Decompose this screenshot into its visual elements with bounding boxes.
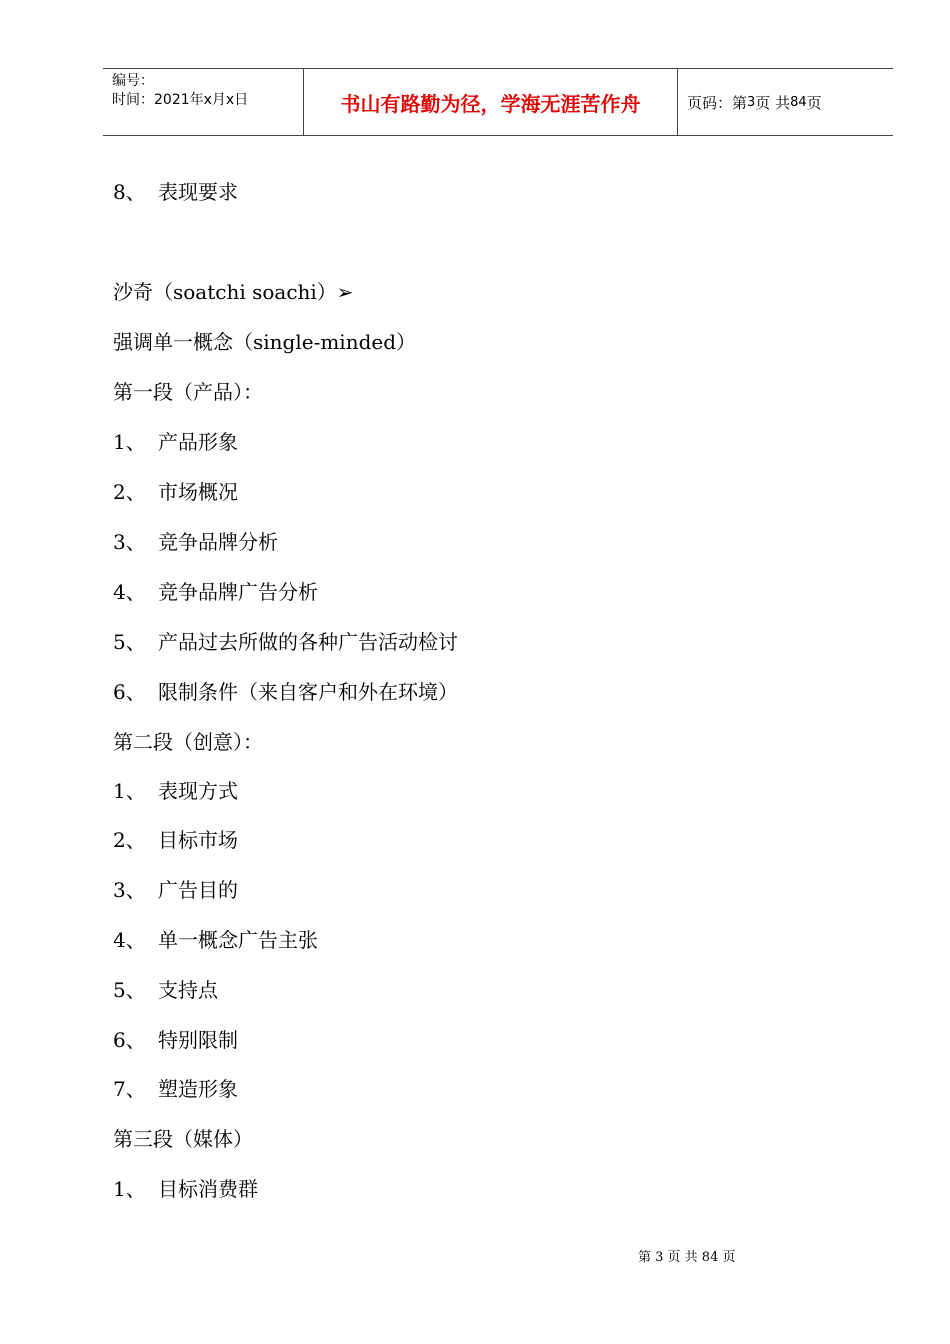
single-minded-heading: 强调单一概念（single-minded）: [113, 330, 417, 354]
number-label: 编号：: [112, 73, 154, 89]
list-item: 1、 目标消费群: [113, 1177, 258, 1201]
time-label: 时间：2021年x月x日: [112, 92, 249, 108]
section-title: 第二段（创意）：: [113, 730, 263, 754]
list-item: 4、 单一概念广告主张: [113, 928, 318, 952]
page-suffix: 页: [806, 93, 822, 112]
list-item: 8、 表现要求: [113, 180, 238, 204]
list-item: 1、 表现方式: [113, 779, 238, 803]
header-motto: 书山有路勤为径，学海无涯苦作舟: [304, 69, 678, 135]
list-item: 5、 产品过去所做的各种广告活动检讨: [113, 630, 458, 654]
header-page-info: [678, 69, 893, 135]
list-item: 3、 竞争品牌分析: [113, 530, 278, 554]
page-current: 3: [747, 94, 756, 110]
page-header: [103, 68, 893, 136]
page-mid: 页 共: [755, 93, 791, 112]
section-title: 第三段（媒体）: [113, 1127, 253, 1151]
list-item: 2、 目标市场: [113, 828, 238, 852]
list-item: 3、 广告目的: [113, 878, 238, 902]
list-item: 6、 特别限制: [113, 1028, 238, 1052]
saatchi-heading: 沙奇（soatchi soachi）➢: [113, 280, 354, 304]
list-item: 1、 产品形象: [113, 430, 238, 454]
list-item: 4、 竞争品牌广告分析: [113, 580, 318, 604]
list-item: 7、 塑造形象: [113, 1077, 238, 1101]
list-item: 6、 限制条件（来自客户和外在环境）: [113, 680, 458, 704]
page-total: 84: [790, 94, 807, 110]
page-footer: 第 3 页 共 84 页: [638, 1250, 736, 1265]
list-item: 5、 支持点: [113, 978, 218, 1002]
section-title: 第一段（产品）：: [113, 380, 263, 404]
list-item: 2、 市场概况: [113, 480, 238, 504]
header-meta: [103, 69, 304, 135]
page-prefix: 页码：第: [687, 93, 748, 112]
